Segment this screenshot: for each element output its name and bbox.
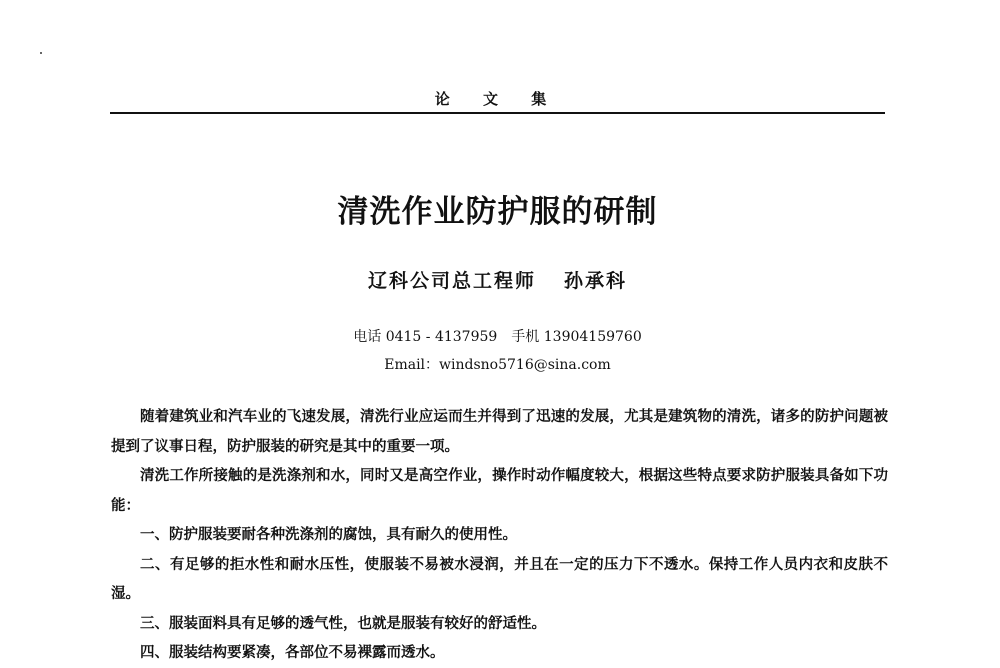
scan-speck xyxy=(40,52,42,54)
author-line xyxy=(110,266,885,293)
paragraph: 随着建筑业和汽车业的飞速发展，清洗行业应运而生并得到了迅速的发展，尤其是建筑物的清洗，诸多的防护问题被提到了议事日程，防护服装的研究是其中的重要一项。 xyxy=(111,408,888,455)
paragraph: 三、服装面料具有足够的透气性，也就是服装有较好的舒适性。 xyxy=(140,614,546,632)
paragraph: 二、有足够的拒水性和耐水压性，使服装不易被水浸润，并且在一定的压力下不透水。保持工作人员内衣和皮肤不湿。 xyxy=(111,555,888,602)
author-affiliation: 辽科公司总工程师 xyxy=(367,270,536,292)
paragraph: 一、防护服装要耐各种洗涤剂的腐蚀，具有耐久的使用性。 xyxy=(140,526,517,543)
email-line xyxy=(110,354,885,374)
body-text xyxy=(111,402,888,668)
author-name: 孙承科 xyxy=(564,270,628,292)
contact-line xyxy=(110,326,885,346)
email-label: Email： xyxy=(384,357,440,373)
phone-number: 电话 0415 - 4137959 xyxy=(353,329,498,345)
paragraph: 四、服装结构要紧凑，各部位不易裸露而透水。 xyxy=(140,644,445,661)
article-title: 清洗作业防护服的研制 xyxy=(337,194,658,230)
mobile-number: 手机 13904159760 xyxy=(511,329,642,345)
header-rule xyxy=(110,112,885,114)
running-header: 论 文 集 xyxy=(434,90,561,108)
email-address: windsno5716@sina.com xyxy=(439,357,611,373)
paragraph: 清洗工作所接触的是洗涤剂和水，同时又是高空作业，操作时动作幅度较大，根据这些特点要求防护服装具备如下功能： xyxy=(111,467,888,514)
